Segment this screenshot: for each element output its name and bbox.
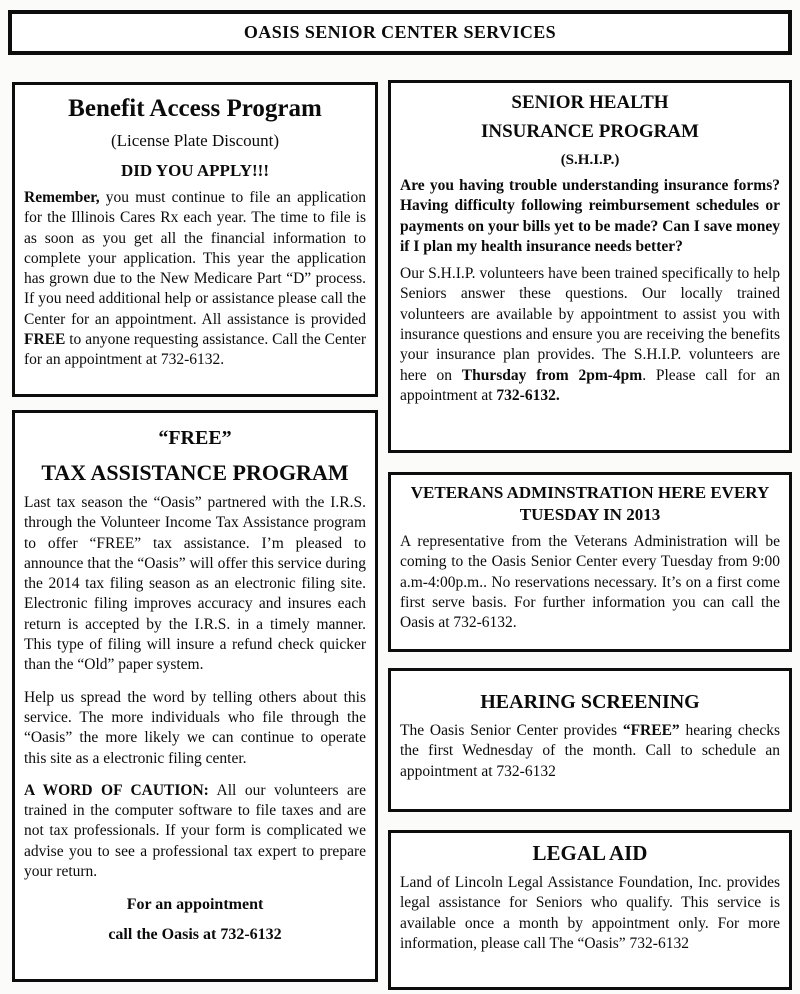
ship-abbreviation: (S.H.I.P.) bbox=[560, 152, 620, 168]
tax-paragraph-1: Last tax season the “Oasis” partnered with the I.R.S. through the Volunteer Income Tax Assistance program to offer “FREE” tax assistance. I’m pleased to announce that the “Oasis” will offer this service during the 2014 tax filing season as an electronic filing site. Electronic filing improves accuracy and insures each return is accepted by the I.R.S. in a timely manner. This type of filing will insure a refund check quicker than the “Old” paper system. bbox=[24, 494, 366, 674]
tax-title-program: TAX ASSISTANCE PROGRAM bbox=[41, 460, 349, 485]
benefit-access-box bbox=[12, 82, 378, 397]
legal-aid-box bbox=[388, 830, 792, 990]
ship-question-paragraph: Are you having trouble understanding insurance forms? Having difficulty following reimbursement schedules or payments on your bills yet to be made? Can I save money if I plan my health insurance needs better? bbox=[400, 177, 780, 255]
legal-aid-title: LEGAL AID bbox=[532, 841, 648, 865]
tax-assistance-box bbox=[12, 410, 378, 982]
tax-appointment-line1: For an appointment bbox=[126, 896, 264, 914]
tax-paragraph-2: Help us spread the word by telling others about this service. The more individuals who file through the “Oasis” the more likely we can continue to operate this site as a electronic filing center. bbox=[24, 688, 366, 767]
benefit-access-tagline: DID YOU APPLY!!! bbox=[121, 161, 269, 180]
veterans-title-line1: VETERANS ADMINSTRATION HERE EVERY bbox=[410, 483, 770, 502]
ship-title-line1: SENIOR HEALTH bbox=[511, 92, 669, 113]
tax-paragraph-caution: A WORD OF CAUTION: All our volunteers are trained in the computer software to file taxes and are not tax professionals. If your form is complicated we advise you to see a professional tax expert to prepare your return. bbox=[24, 781, 366, 881]
benefit-access-title: Benefit Access Program bbox=[68, 95, 322, 122]
ship-title-line2: INSURANCE PROGRAM bbox=[481, 121, 699, 142]
veterans-body: A representative from the Veterans Administration will be coming to the Oasis Senior Center every Tuesday from 9:00 a.m-4:00p.m.. No reservations necessary. It’s on a first come first serve basis. For further information you can call the Oasis at 732-6132. bbox=[400, 533, 780, 632]
benefit-access-subtitle: (License Plate Discount) bbox=[110, 131, 280, 150]
tax-title-free: “FREE” bbox=[158, 427, 232, 449]
page-title: OASIS SENIOR CENTER SERVICES bbox=[243, 22, 557, 42]
tax-appointment-line2: call the Oasis at 732-6132 bbox=[108, 926, 282, 944]
benefit-access-body: Remember, you must continue to file an application for the Illinois Cares Rx each year. The time to file is as soon as you get all the financial information to complete your application. This year the application has grown due to the New Medicare Part “D” process. If you need additional help or assistance please call the Center for an appointment. All assistance is provided FREE to anyone requesting assistance. Call the Center for an appointment at 732-6132. bbox=[24, 189, 366, 369]
hearing-title: HEARING SCREENING bbox=[480, 691, 700, 713]
page-header bbox=[8, 10, 792, 55]
hearing-screening-box bbox=[388, 668, 792, 812]
ship-body-paragraph: Our S.H.I.P. volunteers have been trained specifically to help Seniors answer these questions. Our locally trained volunteers are available by appointment to assist you with insurance questions and ensure you are receiving the benefits your insurance plan provides. The S.H.I.P. volunteers are here on Thursday from 2pm-4pm. Please call for an appointment at 732-6132. bbox=[400, 265, 780, 404]
veterans-title-line2: TUESDAY IN 2013 bbox=[519, 505, 661, 524]
ship-box bbox=[388, 80, 792, 453]
veterans-box bbox=[388, 472, 792, 652]
hearing-body: The Oasis Senior Center provides “FREE” hearing checks the first Wednesday of the month. Call to schedule an appointment at 732-6132 bbox=[400, 722, 780, 780]
legal-aid-body: Land of Lincoln Legal Assistance Foundation, Inc. provides legal assistance for Seniors who qualify. This service is available once a month by appointment only. For more information, please call The “Oasis” 732-6132 bbox=[400, 874, 780, 952]
